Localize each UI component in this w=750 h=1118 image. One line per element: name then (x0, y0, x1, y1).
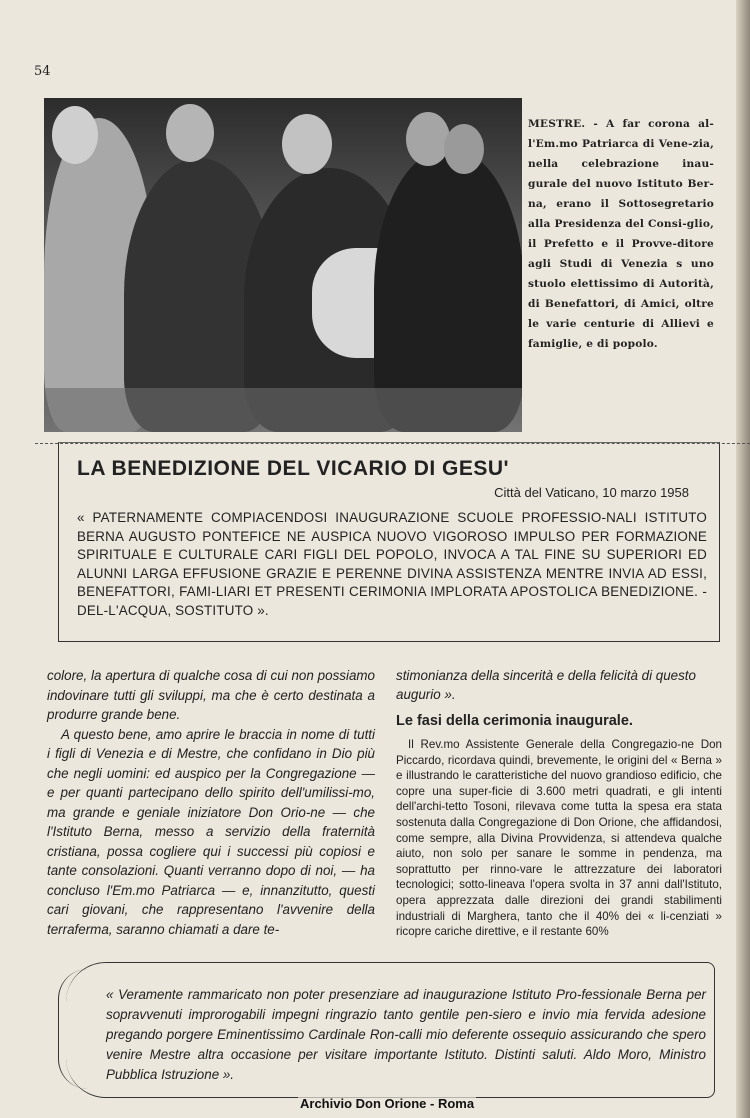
telegram-headline: LA BENEDIZIONE DEL VICARIO DI GESU' (77, 457, 510, 480)
minister-letter-box (66, 962, 715, 1098)
right-column (396, 666, 722, 940)
ceremony-photo (44, 98, 522, 432)
section-heading: Le fasi della cerimonia inaugurale. (396, 713, 633, 729)
box-bracket (58, 969, 99, 1089)
divider (35, 443, 750, 445)
left-column (47, 666, 375, 939)
telegram-text: « PATERNAMENTE COMPIACENDOSI INAUGURAZIONE SCUOLE PROFESSIO-NALI ISTITUTO BERNA AUGUSTO PONTEFICE NE AUSPICA NUOVO VIGOROSO IMPULSO PER FORMAZIONE SPIRITUALE E CULTURALE CARI FIGLI DEL POPOLO, INVOCA A TAL FINE SU SUPERIORI ED ALUNNI LARGA EFFUSIONE GRAZIE E PERENNE DIVINA ASSISTENZA MENTRE INVIA AD ESSI, BENEFATTORI, FAMI-LIARI ET PRESENTI CERIMONIA IMPLORATA APOSTOLICA BENEDIZIONE. - DEL-L'ACQUA, SOSTITUTO ». (77, 510, 707, 618)
left-paragraph-2: A questo bene, amo aprire le braccia in nome di tutti i figli di Venezia e di Mestre, che confidano in Dio più che negli uomini: ed auspico per la Congregazione — e per quanti partecipano dello spirito dell'umilissi-mo, ma grande e geniale iniziatore Don Orio-ne — che l'Istituto Berna, messo a servizio della fraternità cristiana, possa cogliere qui i successi più copiosi e tante consolazioni. Quanti verranno dopo di noi, — ha concluso l'Em.mo Patriarca — e, innanzitutto, questi cari giovani, che rappresentano l'avvenire della terraferma, saranno chiamati a dare te- (47, 726, 375, 937)
right-lead-text: stimonianza della sincerità e della felicità di questo augurio ». (396, 668, 696, 702)
telegram-dateline: Città del Vaticano, 10 marzo 1958 (494, 485, 689, 500)
page-number: 54 (34, 64, 51, 79)
minister-letter-text: « Veramente rammaricato non poter presenziare ad inaugurazione Istituto Pro-fessionale Berna per sopravvenuti improrogabili impegni ringrazio tanto gentile pen-siero e invio mia fervida adesione pregando porgere Eminentissimo Cardinale Ron-calli mio deferente ossequio assicurando che spero venire Mestre altra occasione per visitare importante Istituto. Distinti saluti. Aldo Moro, Ministro Pubblica Istruzione ». (106, 987, 706, 1082)
right-body-text: Il Rev.mo Assistente Generale della Congregazio-ne Don Piccardo, ricordava quindi, brevemente, le origini del « Berna » e illustrando le caratteristiche del nuovo grandioso edificio, che copre una super-ficie di 3.600 metri quadrati, e gli intenti dell'archi-tetto Tosoni, rilevava come tutta la spesa era stata sostenuta dalla Congregazione di Don Orione, che affidandosi, come sempre, alla Divina Provvidenza, si attendeva qualche aiuto, non solo per sanare le somme in pendenza, ma soprattutto per rinno-vare le attrezzature dei laboratori tecnologici; sotto-lineava l'opera svolta in 37 anni dall'Istituto, opera apprezzata dalle direzioni dei grandi stabilimenti industriali di Marghera, tanto che il 40% dei « li-cenziati » ricopre cariche direttive, e il restante 60% (396, 738, 722, 939)
left-paragraph-1: colore, la apertura di qualche cosa di cui non possiamo indovinare tutti gli sviluppi, ma che è certo destinata a produrre grande bene. (47, 668, 375, 722)
photo-caption: MESTRE. - A far corona al-l'Em.mo Patriarca di Vene-zia, nella celebrazione inau-gurale del nuovo Istituto Ber-na, erano il Sottosegretario alla Presidenza del Consi-glio, il Prefetto e il Provve-ditore agli Studi di Venezia s uno stuolo elettissimo di Autorità, di Benefattori, di Amici, oltre le varie centurie di Allievi e famiglie, e di popolo. (528, 118, 715, 350)
archive-watermark: Archivio Don Orione - Roma (300, 1096, 475, 1111)
papal-telegram-box (58, 442, 720, 642)
page-edge-shadow (736, 0, 750, 1118)
